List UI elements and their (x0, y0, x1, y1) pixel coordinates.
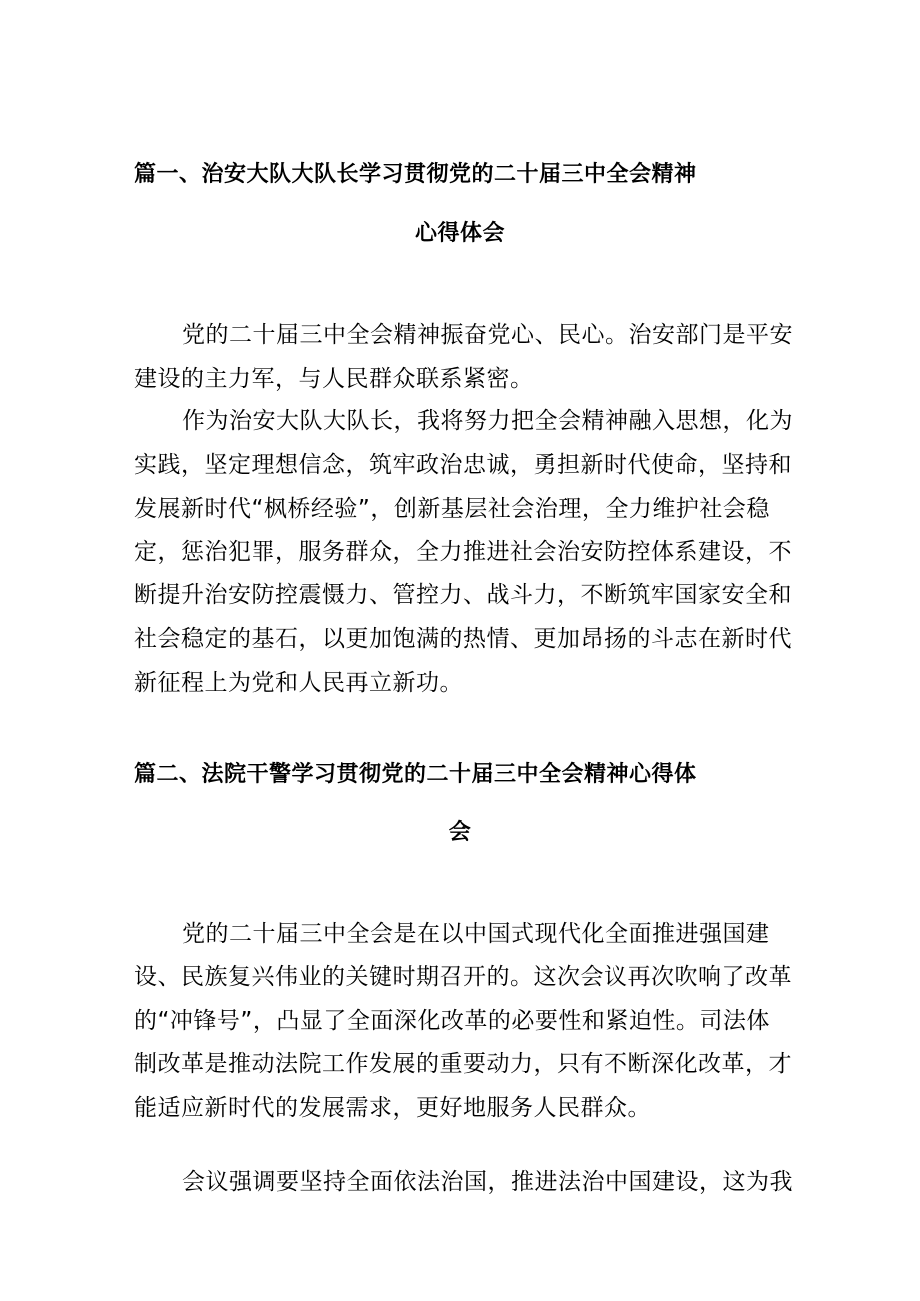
s2-p1-line-4: 制改革是推动法院工作发展的重要动力，只有不断深化改革，才 (134, 1051, 792, 1077)
section-2-title-line-2: 会 (448, 820, 472, 845)
s1-p1-line-1: 党的二十届三中全会精神振奋党心、民心。治安部门是平安 (182, 322, 793, 348)
s2-p1-line-1: 党的二十届三中全会是在以中国式现代化全面推进强国建 (182, 921, 770, 947)
s1-p2-line-4: 定，惩治犯罪，服务群众，全力推进社会治安防控体系建设，不 (134, 539, 792, 565)
s1-p2-line-5: 断提升治安防控震慑力、管控力、战斗力，不断筑牢国家安全和 (134, 582, 792, 608)
s1-p1-line-2: 建设的主力军，与人民群众联系紧密。 (134, 366, 534, 392)
section-1-title-line-1: 篇一、治安大队大队长学习贯彻党的二十届三中全会精神 (134, 162, 697, 187)
s1-p2-line-1: 作为治安大队大队长，我将努力把全会精神融入思想，化为 (182, 408, 793, 434)
section-2-title-line-1: 篇二、法院干警学习贯彻党的二十届三中全会精神心得体 (134, 762, 697, 787)
s2-p1-line-3: 的“冲锋号”，凸显了全面深化改革的必要性和紧迫性。司法体 (134, 1008, 770, 1034)
s2-p1-line-5: 能适应新时代的发展需求，更好地服务人民群众。 (134, 1095, 651, 1121)
s1-p2-line-3: 发展新时代“枫桥经验”，创新基层社会治理，全力维护社会稳 (134, 496, 770, 522)
s1-p2-line-7: 新征程上为党和人民再立新功。 (134, 670, 463, 696)
s1-p2-line-2: 实践，坚定理想信念，筑牢政治忠诚，勇担新时代使命，坚持和 (134, 452, 792, 478)
s2-p1-line-2: 设、民族复兴伟业的关键时期召开的。这次会议再次吹响了改革 (134, 964, 792, 990)
s1-p2-line-6: 社会稳定的基石，以更加饱满的热情、更加昂扬的斗志在新时代 (134, 626, 792, 652)
s2-p2-line-1: 会议强调要坚持全面依法治国，推进法治中国建设，这为我 (182, 1169, 793, 1195)
section-1-title-line-2: 心得体会 (414, 221, 505, 246)
